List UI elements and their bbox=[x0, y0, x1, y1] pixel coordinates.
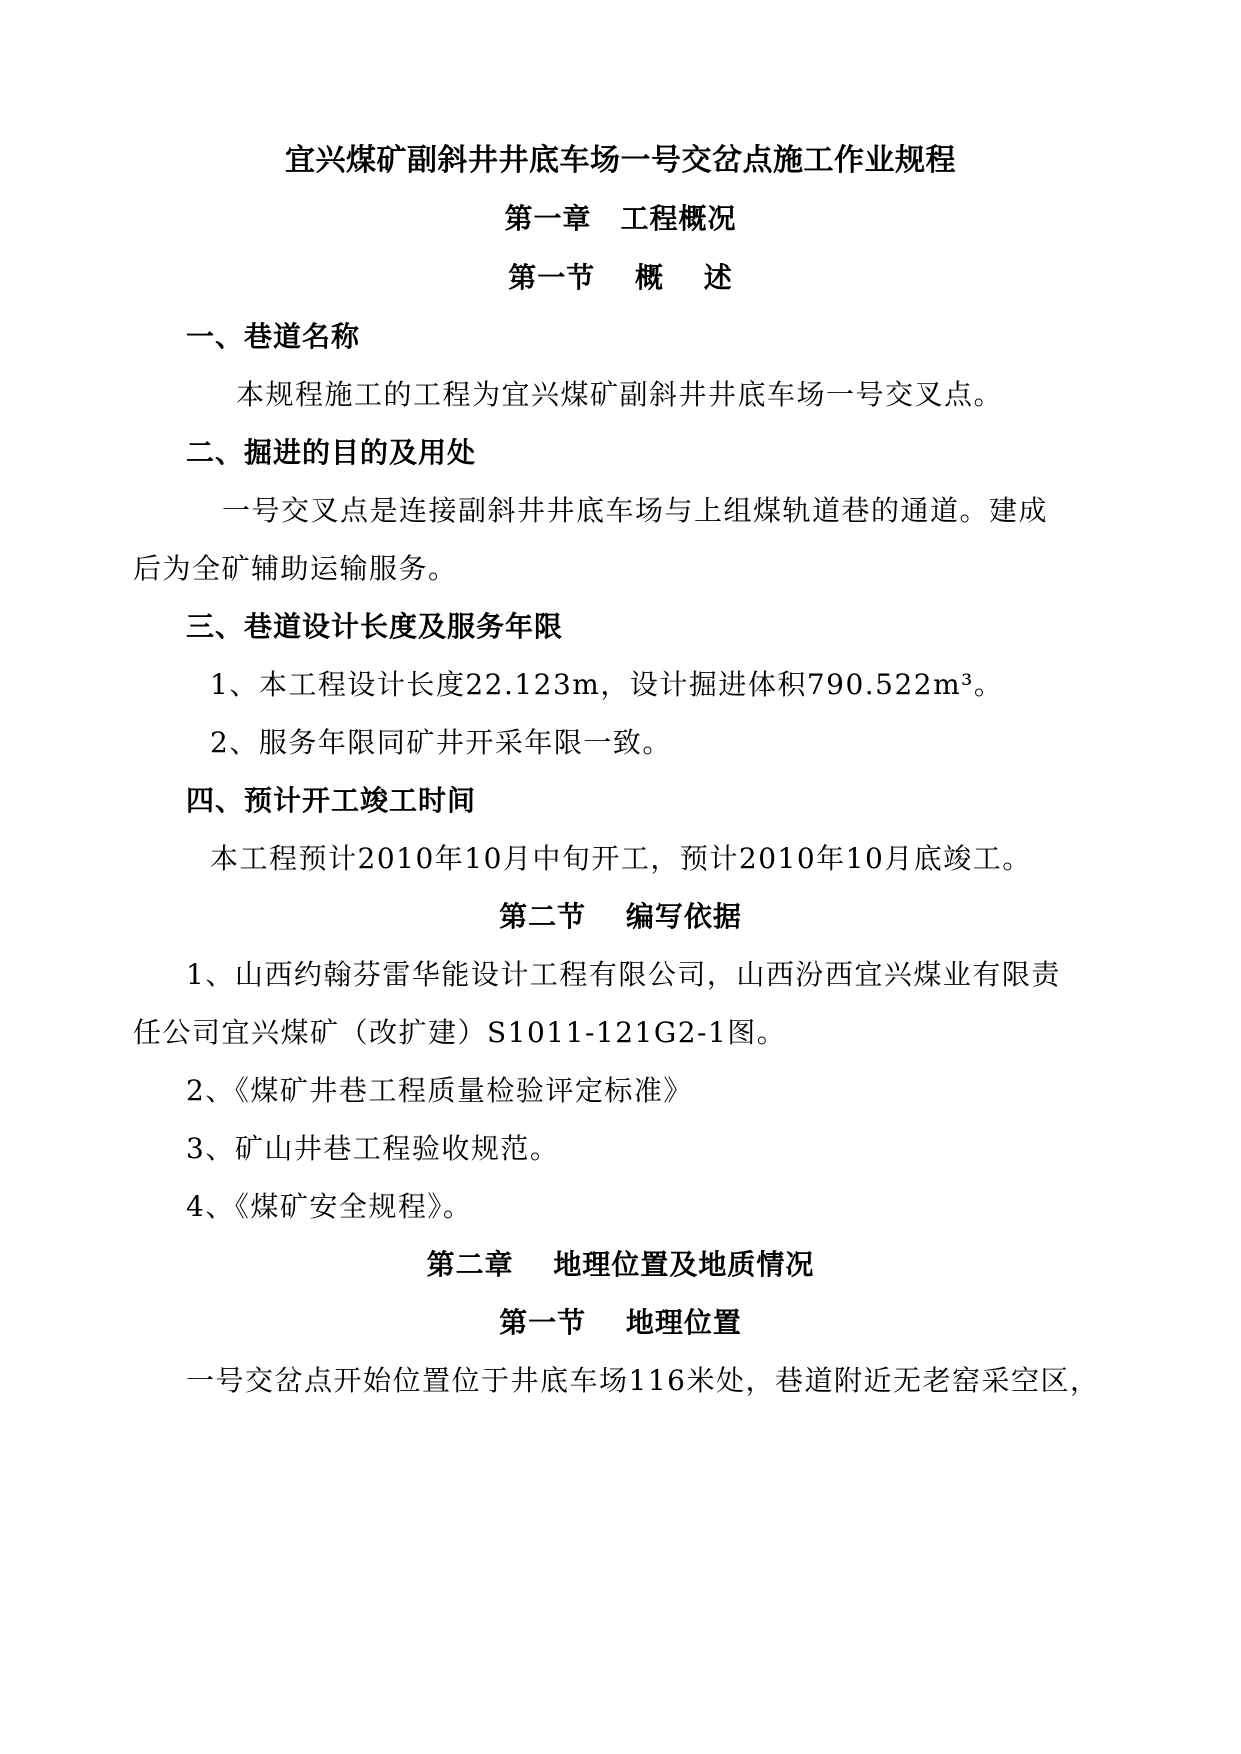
item-2-text-line-2: 后为全矿辅助运输服务。 bbox=[133, 552, 458, 585]
item-2-heading: 二、掘进的目的及用处 bbox=[186, 436, 477, 469]
item-3-text-1: 1、本工程设计长度22.123m，设计掘进体积790.522m³。 bbox=[210, 668, 1004, 701]
item-3-heading: 三、巷道设计长度及服务年限 bbox=[186, 610, 564, 643]
chapter-2-section-1-heading: 第一节 地理位置 bbox=[499, 1306, 742, 1339]
chapter-1-section-1-heading: 第一节 概 述 bbox=[508, 261, 733, 294]
chapter-2-section-1-text-line-1: 一号交岔点开始位置位于井底车场116米处，巷道附近无老窑采空区， bbox=[186, 1364, 1100, 1397]
chapter-1-section-2-heading: 第二节 编写依据 bbox=[499, 900, 742, 933]
item-4-heading: 四、预计开工竣工时间 bbox=[186, 784, 477, 817]
item-1-heading: 一、巷道名称 bbox=[186, 320, 361, 353]
item-3-text-2: 2、服务年限同矿井开采年限一致。 bbox=[210, 726, 672, 759]
chapter-2-heading: 第二章 地理位置及地质情况 bbox=[426, 1248, 815, 1281]
item-2-text-line-1: 一号交叉点是连接副斜井井底车场与上组煤轨道巷的通道。建成 bbox=[222, 494, 1049, 527]
reference-2: 2、《煤矿井巷工程质量检验评定标准》 bbox=[186, 1074, 693, 1107]
reference-4: 4、《煤矿安全规程》。 bbox=[186, 1190, 473, 1223]
reference-3: 3、矿山井巷工程验收规范。 bbox=[186, 1132, 560, 1165]
chapter-1-heading: 第一章 工程概况 bbox=[504, 202, 737, 235]
document-title: 宜兴煤矿副斜井井底车场一号交岔点施工作业规程 bbox=[285, 143, 956, 178]
reference-1-line-1: 1、山西约翰芬雷华能设计工程有限公司，山西汾西宜兴煤业有限责 bbox=[186, 958, 1061, 991]
item-1-text: 本规程施工的工程为宜兴煤矿副斜井井底车场一号交叉点。 bbox=[236, 378, 1004, 411]
reference-1-line-2: 任公司宜兴煤矿（改扩建）S1011-121G2-1图。 bbox=[133, 1016, 787, 1049]
item-4-text: 本工程预计2010年10月中旬开工，预计2010年10月底竣工。 bbox=[210, 842, 1032, 875]
